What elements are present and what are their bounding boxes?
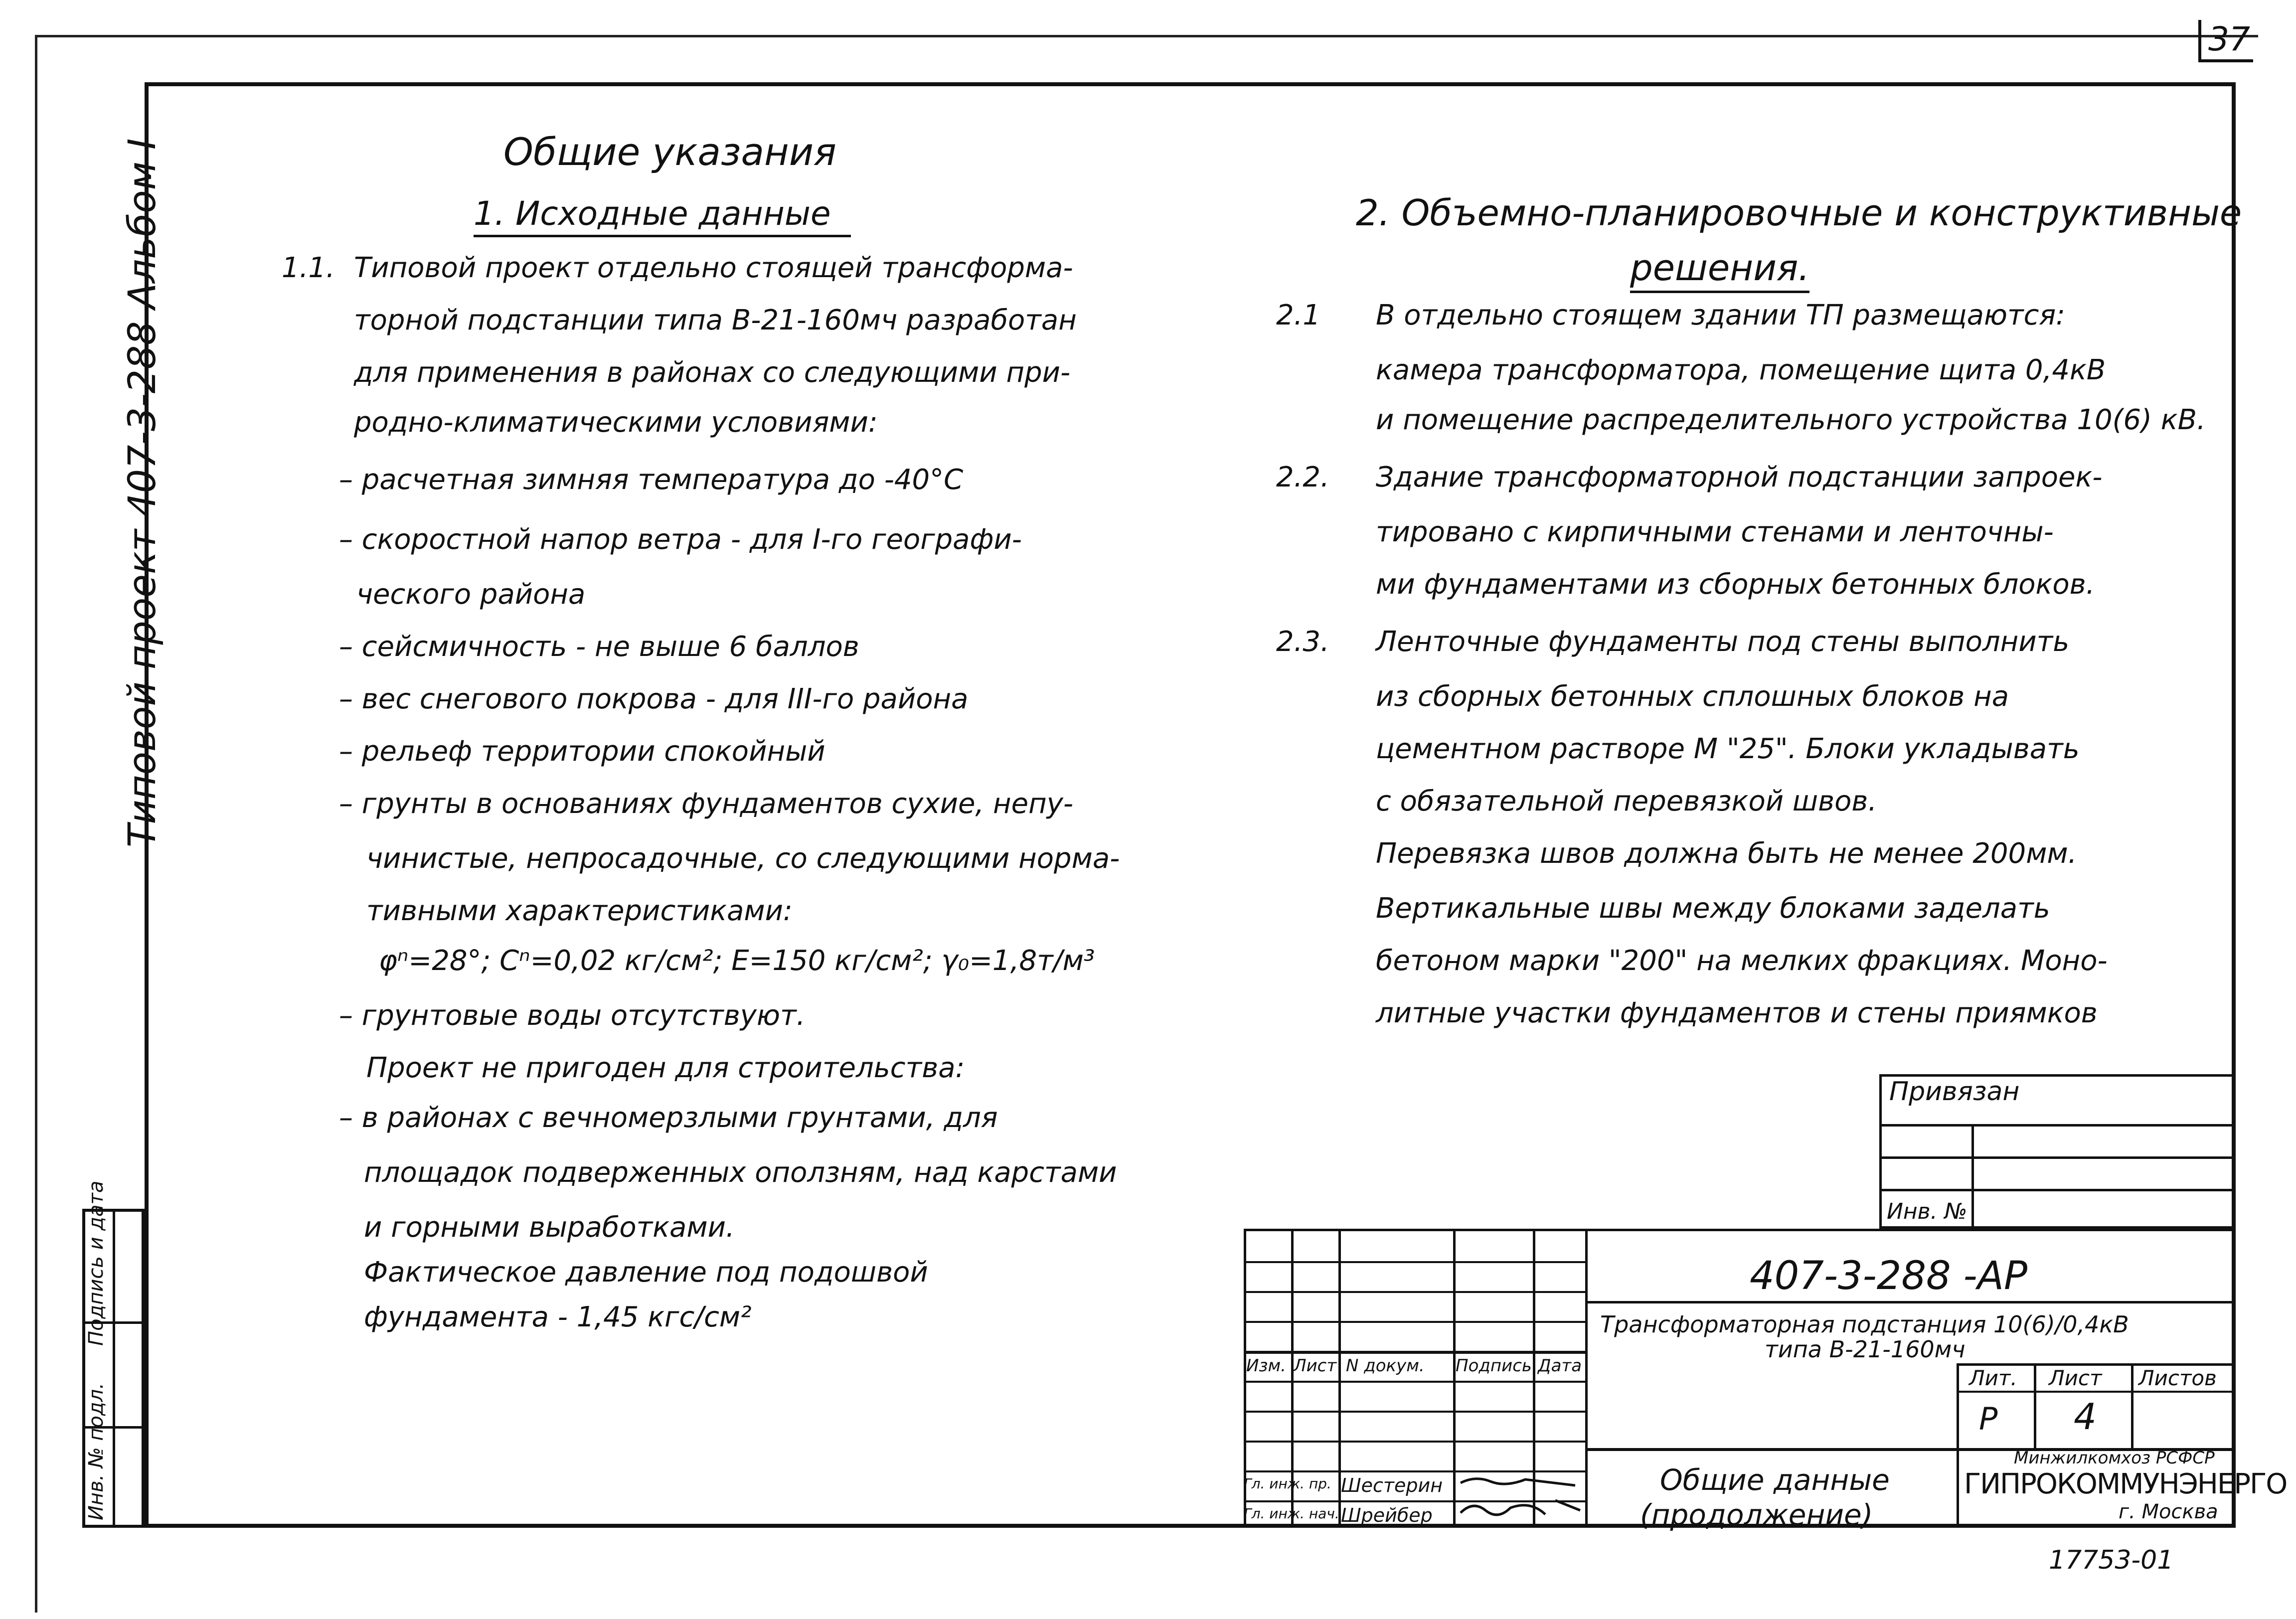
margin-title: Типовой проект 407-3-288 Альбом I: [120, 138, 164, 847]
section2-item-number: 2.1: [1276, 299, 1321, 331]
name-1: Шестерин: [1341, 1474, 1443, 1496]
org-ministry: Минжилкомхоз РСФСР: [2014, 1448, 2215, 1468]
section2-line: тировано с кирпичными стенами и ленточны-: [1376, 516, 2054, 548]
section1-line: – в районах с вечномерзлыми грунтами, для: [339, 1102, 998, 1134]
section2-line: цементном растворе М "25". Блоки укладывать: [1376, 733, 2080, 765]
role-1: Гл. инж. пр.: [1244, 1475, 1331, 1492]
section1-line: – расчетная зимняя температура до -40°С: [339, 464, 964, 496]
org-name: ГИПРОКОММУНЭНЕРГО: [1964, 1468, 2287, 1500]
project-title-line1: Трансформаторная подстанция 10(6)/0,4кВ: [1600, 1311, 2129, 1338]
section2-line: с обязательной перевязкой швов.: [1376, 785, 1877, 817]
sheet-title-line1: Общие данные: [1660, 1463, 1890, 1497]
section2-line: Здание трансформаторной подстанции запроек-: [1376, 461, 2103, 493]
section1-line: – грунты в основаниях фундаментов сухие, непу-: [339, 788, 1074, 820]
section1-line: – сейсмичность - не выше 6 баллов: [339, 631, 859, 663]
section2-line: и помещение распределительного устройства 10(6) кВ.: [1376, 404, 2206, 436]
section1-line: фундамента - 1,45 кгс/см²: [364, 1301, 752, 1333]
sheet-number: 4: [2074, 1396, 2097, 1438]
section2-heading-line2: решения.: [1630, 247, 1809, 293]
section2-heading-line1: 2. Объемно-планировочные и конструктивные: [1356, 192, 2242, 234]
section1-subheading: 1. Исходные данные: [474, 194, 851, 237]
lit-label: Лит.: [1969, 1366, 2017, 1390]
section1-line: φⁿ=28°; Cⁿ=0,02 кг/см²; E=150 кг/см²; γ₀=1,8т/м³: [379, 945, 1095, 977]
role-2: Гл. инж. нач.: [1244, 1505, 1339, 1522]
section1-line: тивными характеристиками:: [366, 895, 793, 927]
section1-item-number: 1.1.: [282, 252, 335, 284]
lit-value: Р: [1979, 1401, 1998, 1437]
section1-line: площадок подверженных оползням, над карстами: [364, 1156, 1117, 1189]
section2-line: камера трансформатора, помещение щита 0,4кВ: [1376, 354, 2106, 386]
section2-line: Перевязка швов должна быть не менее 200мм.: [1376, 837, 2077, 870]
section1-line: чинистые, непросадочные, со следующими норма-: [366, 842, 1120, 875]
document-code: 407-3-288 -АР: [1750, 1254, 2028, 1298]
col-date: Дата: [1538, 1356, 1582, 1376]
section2-item-number: 2.2.: [1276, 461, 1329, 493]
section1-line: – рельеф территории спокойный: [339, 735, 825, 768]
project-title-line2: типа В-21-160мч: [1765, 1336, 1966, 1363]
name-2: Шрейбер: [1341, 1504, 1433, 1526]
section2-line: В отдельно стоящем здании ТП размещаются:: [1376, 299, 2065, 331]
section1-line: Типовой проект отдельно стоящей трансформа-: [354, 252, 1073, 284]
section1-line: для применения в районах со следующими при-: [354, 356, 1071, 389]
sidebar-label-sign: Подпись и дата: [85, 1180, 108, 1346]
section2-line: литные участки фундаментов и стены приямков: [1376, 997, 2098, 1029]
col-doc: N докум.: [1346, 1356, 1425, 1376]
list-label: Лист: [2049, 1366, 2102, 1390]
sheet-title-line2: (продолжение): [1640, 1498, 1873, 1532]
section2-item-number: 2.3.: [1276, 626, 1329, 658]
section2-line: ми фундаментами из сборных бетонных блоков.: [1376, 568, 2095, 601]
col-list: Лист: [1294, 1356, 1337, 1376]
section1-line: – скоростной напор ветра - для I-го географи-: [339, 523, 1022, 556]
section1-line: родно-климатическими условиями:: [354, 406, 878, 439]
page-number: 37: [2208, 20, 2250, 58]
privyazan-label: Привязан: [1889, 1077, 2020, 1107]
section1-line: – вес снегового покрова - для III-го района: [339, 683, 969, 715]
section2-line: из сборных бетонных сплошных блоков на: [1376, 680, 2009, 713]
section2-line: Вертикальные швы между блоками заделать: [1376, 892, 2050, 925]
section1-line: Фактическое давление под подошвой: [364, 1256, 928, 1289]
signature-marks: [1456, 1470, 1590, 1528]
section1-line: – грунтовые воды отсутствуют.: [339, 999, 806, 1032]
col-sign: Подпись: [1456, 1356, 1532, 1376]
org-city: г. Москва: [2119, 1500, 2218, 1523]
section1-line: и горными выработками.: [364, 1211, 735, 1244]
inv-no-label: Инв. №: [1887, 1199, 1968, 1224]
col-izm: Изм.: [1246, 1356, 1286, 1376]
listov-label: Листов: [2138, 1366, 2217, 1390]
section1-line: ческого района: [356, 578, 586, 611]
page-heading: Общие указания: [503, 130, 836, 174]
section2-line: Ленточные фундаменты под стены выполнить: [1376, 626, 2070, 658]
section2-line: бетоном марки "200" на мелких фракциях. Моно-: [1376, 945, 2108, 977]
section1-line: торной подстанции типа В-21-160мч разработан: [354, 304, 1077, 336]
sidebar-label-inv: Инв. № подл.: [85, 1383, 108, 1520]
archive-number: 17753-01: [2049, 1545, 2174, 1575]
section1-line: Проект не пригоден для строительства:: [366, 1052, 965, 1084]
